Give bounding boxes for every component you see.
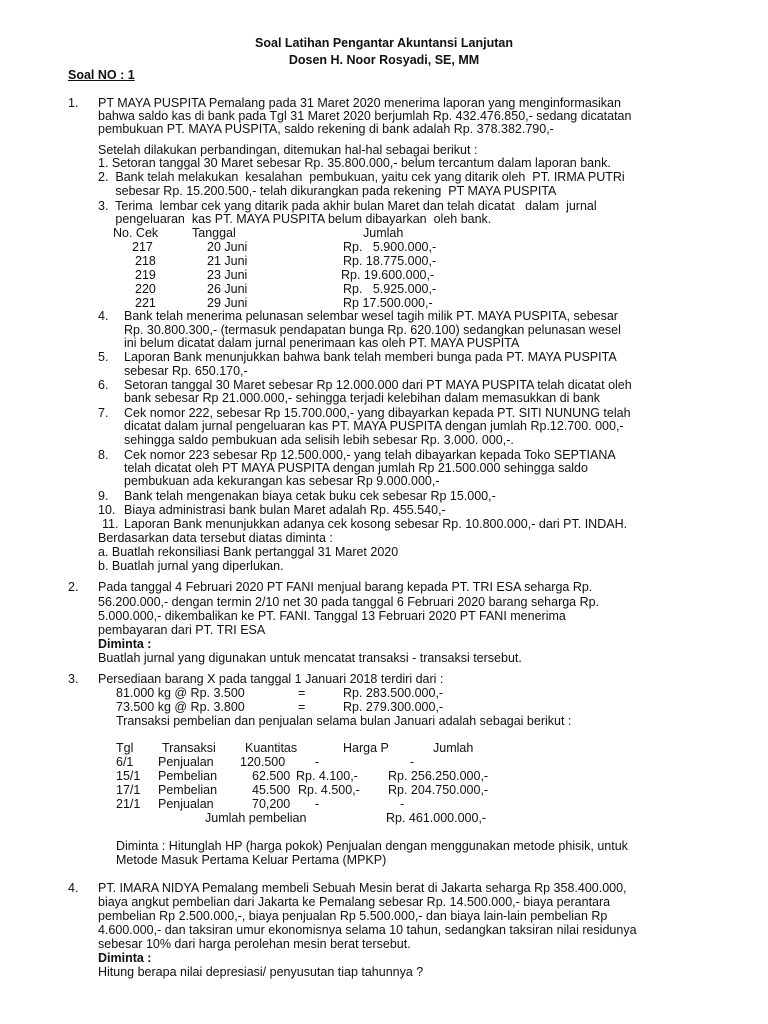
q3-cell-harga: Rp. 4.500,-: [298, 783, 360, 797]
q1-item-number: 7.: [98, 406, 109, 420]
q4-number: 4.: [68, 881, 79, 895]
q4-line: biaya angkut pembelian dari Jakarta ke Pemalang sebesar Rp. 14.500.000,- biaya perantara: [98, 895, 611, 909]
q3-total-value: Rp. 461.000.000,-: [386, 811, 487, 825]
q3-cell-jumlah: -: [400, 797, 405, 811]
q3-intro: Persediaan barang X pada tanggal 1 Januari 2018 terdiri dari :: [98, 672, 444, 686]
q1-number: 1.: [68, 96, 79, 110]
q1-item-7: Cek nomor 222, sebesar Rp 15.700.000,- yang dibayarkan kepada PT. SITI NUNUNG telah: [124, 406, 631, 420]
q3-cell-jumlah: Rp. 256.250.000,-: [388, 769, 489, 783]
q1-item-5: sebesar Rp. 650.170,-: [124, 364, 248, 378]
q1-item-4: Bank telah menerima pelunasan selembar wesel tagih milik PT. MAYA PUSPITA, sebesar: [124, 309, 618, 323]
q3-cell-kuantitas: 120.500: [240, 755, 286, 769]
q3-header-harga: Harga P: [343, 741, 389, 755]
q1-item-7: sehingga saldo pembukuan ada selisih lebih sebesar Rp. 3.000. 000,-.: [124, 433, 514, 447]
q3-stock-value: Rp. 279.300.000,-: [343, 700, 444, 714]
q1-item-1: 1. Setoran tanggal 30 Maret sebesar Rp. 35.800.000,- belum tercantum dalam laporan bank.: [98, 156, 611, 170]
q3-stock-eq: =: [298, 686, 306, 700]
q4-diminta: Diminta :: [98, 951, 152, 965]
cek-no: 219: [135, 268, 156, 282]
q4-line: PT. IMARA NIDYA Pemalang membeli Sebuah Mesin berat di Jakarta seharga Rp 358.400.000,: [98, 881, 627, 895]
q1-berdasarkan: Berdasarkan data tersebut diatas diminta :: [98, 531, 333, 545]
q1-item-number: 6.: [98, 378, 109, 392]
q1-item-10: Biaya administrasi bank bulan Maret adalah Rp. 455.540,-: [124, 503, 446, 517]
cek-jumlah: Rp. 18.775.000,-: [343, 254, 437, 268]
q3-number: 3.: [68, 672, 79, 686]
q1-item-number: 4.: [98, 309, 109, 323]
cek-tanggal: 26 Juni: [207, 282, 248, 296]
q1-item-3: pengeluaran kas PT. MAYA PUSPITA belum dibayarkan oleh bank.: [98, 212, 492, 226]
q1-item-number: 8.: [98, 448, 109, 462]
q1-item-2: 2. Bank telah melakukan kesalahan pembukuan, yaitu cek yang ditarik oleh PT. IRMA PUTRi: [98, 170, 625, 184]
q3-cell-tgl: 17/1: [116, 783, 141, 797]
q1-item-number: 10.: [98, 503, 116, 517]
q1-item-7: dicatat dalam jurnal pengeluaran kas PT. MAYA PUSPITA dengan jumlah Rp.12.700. 000,-: [124, 419, 624, 433]
lecturer-name: Dosen H. Noor Rosyadi, SE, MM: [288, 53, 480, 67]
q3-header-tgl: Tgl: [116, 741, 134, 755]
q3-cell-transaksi: Penjualan: [158, 797, 214, 811]
q1-item-number: 11.: [102, 517, 119, 531]
cek-header-tanggal: Tanggal: [192, 226, 236, 240]
q3-trans-intro: Transaksi pembelian dan penjualan selama bulan Januari adalah sebagai berikut :: [116, 714, 572, 728]
document-title: Soal Latihan Pengantar Akuntansi Lanjutan: [255, 36, 513, 50]
q3-cell-tgl: 6/1: [116, 755, 134, 769]
cek-tanggal: 23 Juni: [207, 268, 248, 282]
q1-intro-line: PT MAYA PUSPITA Pemalang pada 31 Maret 2020 menerima laporan yang menginformasikan: [98, 96, 621, 110]
q2-line: Pada tanggal 4 Februari 2020 PT FANI menjual barang kepada PT. TRI ESA seharga Rp.: [98, 580, 593, 594]
q3-cell-kuantitas: 62.500: [252, 769, 291, 783]
cek-tanggal: 21 Juni: [207, 254, 248, 268]
q2-task: Buatlah jurnal yang digunakan untuk mencatat transaksi - transaksi tersebut.: [98, 651, 522, 665]
q3-cell-transaksi: Pembelian: [158, 769, 218, 783]
q3-cell-jumlah: -: [410, 755, 415, 769]
cek-no: 220: [135, 282, 156, 296]
q3-header-kuantitas: Kuantitas: [245, 741, 298, 755]
q3-cell-tgl: 21/1: [116, 797, 141, 811]
cek-jumlah: Rp. 5.900.000,-: [343, 240, 437, 254]
q1-item-8: pembukuan ada kekurangan kas sebesar Rp 9.000.000,-: [124, 474, 440, 488]
cek-no: 217: [132, 240, 153, 254]
cek-header-jumlah: Jumlah: [363, 226, 404, 240]
q1-item-3: 3. Terima lembar cek yang ditarik pada akhir bulan Maret dan telah dicatat dalam jurnal: [98, 199, 597, 213]
q3-header-transaksi: Transaksi: [162, 741, 216, 755]
q1-item-9: Bank telah mengenakan biaya cetak buku cek sebesar Rp 15.000,-: [124, 489, 496, 503]
q1-intro-line: pembukuan PT. MAYA PUSPITA, saldo rekening di bank adalah Rp. 378.382.790,-: [98, 122, 554, 136]
cek-no: 218: [135, 254, 156, 268]
q1-item-4: Rp. 30.800.300,- (termasuk pendapatan bunga Rp. 620.100) sedangkan pelunasan wesel: [124, 323, 621, 337]
q1-item-6: Setoran tanggal 30 Maret sebesar Rp 12.000.000 dari PT MAYA PUSPITA telah dicatat oleh: [124, 378, 632, 392]
q3-cell-tgl: 15/1: [116, 769, 141, 783]
q3-cell-transaksi: Pembelian: [158, 783, 218, 797]
q3-stock-desc: 81.000 kg @ Rp. 3.500: [116, 686, 245, 700]
q3-diminta: Diminta : Hitunglah HP (harga pokok) Penjualan dengan menggunakan metode phisik, untuk: [116, 839, 628, 853]
cek-tanggal: 29 Juni: [207, 296, 248, 310]
q3-cell-kuantitas: 70,200: [252, 797, 291, 811]
q1-item-2: sebesar Rp. 15.200.500,- telah dikurangkan pada rekening PT MAYA PUSPITA: [98, 184, 557, 198]
q3-diminta: Metode Masuk Pertama Keluar Pertama (MPKP): [116, 853, 387, 867]
cek-no: 221: [135, 296, 156, 310]
q3-total-label: Jumlah pembelian: [205, 811, 307, 825]
q3-stock-eq: =: [298, 700, 306, 714]
q1-item-number: 5.: [98, 350, 109, 364]
q3-cell-transaksi: Penjualan: [158, 755, 214, 769]
q4-line: 4.600.000,- dan taksiran umur ekonomisnya selama 10 tahun, sedangkan taksiran nilai residunya: [98, 923, 637, 937]
cek-jumlah: Rp 17.500.000,-: [343, 296, 433, 310]
q1-task-b: b. Buatlah jurnal yang diperlukan.: [98, 559, 284, 573]
q3-stock-value: Rp. 283.500.000,-: [343, 686, 444, 700]
q1-item-6: bank sebesar Rp 21.000.000,- sehingga terjadi kelebihan dalam memasukkan di bank: [124, 391, 600, 405]
cek-header-no: No. Cek: [113, 226, 159, 240]
soal-number: Soal NO : 1: [68, 68, 135, 82]
q2-number: 2.: [68, 580, 79, 594]
q3-cell-harga: -: [315, 755, 320, 769]
q3-cell-kuantitas: 45.500: [252, 783, 291, 797]
q1-task-a: a. Buatlah rekonsiliasi Bank pertanggal 31 Maret 2020: [98, 545, 399, 559]
cek-jumlah: Rp. 5.925.000,-: [343, 282, 437, 296]
q3-cell-harga: Rp. 4.100,-: [296, 769, 358, 783]
q2-line: 56.200.000,- dengan termin 2/10 net 30 pada tanggal 6 Februari 2020 barang seharga Rp.: [98, 595, 600, 609]
q3-header-jumlah: Jumlah: [433, 741, 474, 755]
q1-item-11: Laporan Bank menunjukkan adanya cek kosong sebesar Rp. 10.800.000,- dari PT. INDAH.: [124, 517, 628, 531]
cek-tanggal: 20 Juni: [207, 240, 248, 254]
q1-item-number: 9.: [98, 489, 109, 503]
q3-cell-harga: -: [315, 797, 320, 811]
q1-item-4: ini belum dicatat dalam jurnal penerimaan kas oleh PT. MAYA PUSPITA: [124, 336, 520, 350]
q1-setelah: Setelah dilakukan perbandingan, ditemukan hal-hal sebagai berikut :: [98, 143, 478, 157]
q3-cell-jumlah: Rp. 204.750.000,-: [388, 783, 489, 797]
q1-item-8: telah dicatat oleh PT MAYA PUSPITA dengan jumlah Rp 21.500.000 sehingga saldo: [124, 461, 588, 475]
q2-diminta: Diminta :: [98, 637, 152, 651]
q1-item-8: Cek nomor 223 sebesar Rp 12.500.000,- yang telah dibayarkan kepada Toko SEPTIANA: [124, 448, 616, 462]
q2-line: 5.000.000,- dikembalikan ke PT. FANI. Tanggal 13 Februari 2020 PT FANI menerima: [98, 609, 566, 623]
q4-line: pembelian Rp 2.500.000,-, biaya penjualan Rp 5.500.000,- dan biaya lain-lain pembelian Rp: [98, 909, 608, 923]
q1-item-5: Laporan Bank menunjukkan bahwa bank telah memberi bunga pada PT. MAYA PUSPITA: [124, 350, 617, 364]
q1-intro-line: bahwa saldo kas di bank pada Tgl 31 Maret 2020 berjumlah Rp. 432.476.850,- sedang dicatatan: [98, 109, 632, 123]
q4-task: Hitung berapa nilai depresiasi/ penyusutan tiap tahunnya ?: [98, 965, 424, 979]
q3-stock-desc: 73.500 kg @ Rp. 3.800: [116, 700, 245, 714]
q2-line: pembayaran dari PT. TRI ESA: [98, 623, 266, 637]
cek-jumlah: Rp. 19.600.000,-: [341, 268, 435, 282]
q4-line: sebesar 10% dari harga perolehan mesin berat tersebut.: [98, 937, 411, 951]
